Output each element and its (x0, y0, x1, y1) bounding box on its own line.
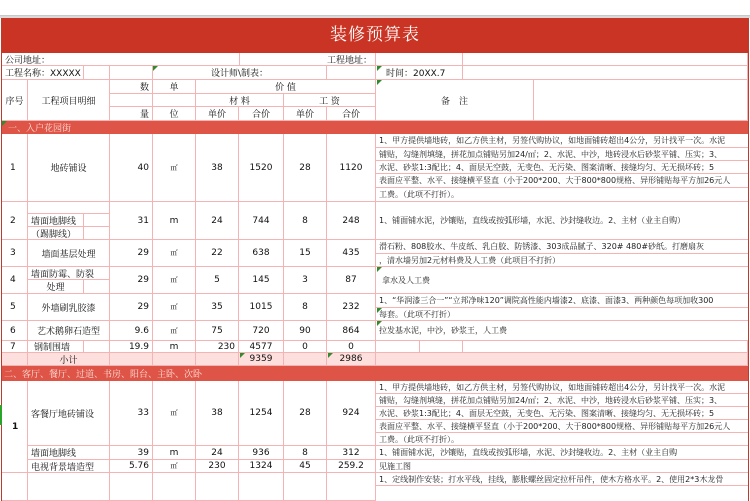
remark-line: 每套。（此项不打折） (376, 308, 748, 321)
row-mat-price[interactable] (196, 473, 239, 501)
blank-cell[interactable] (463, 341, 748, 353)
row-mat-total[interactable]: 1520 (239, 134, 284, 202)
row-lab-price[interactable]: 90 (284, 321, 327, 341)
section-header-2: 二、客厅、餐厅、过道、书房、阳台、主卧、次卧 (2, 366, 748, 381)
row-mat-price[interactable]: 5 (196, 267, 239, 294)
blank-cell[interactable] (84, 227, 110, 240)
header-mat-total: 合价 (239, 107, 284, 121)
row-mat-total[interactable]: 936 (239, 446, 284, 460)
blank-cell[interactable] (2, 473, 28, 501)
row-unit[interactable]: ㎡ (153, 240, 196, 267)
header-value: 价 值 (196, 80, 376, 94)
header-lab-total: 合价 (327, 107, 376, 121)
row-mat-price[interactable]: 38 (196, 381, 239, 446)
row-lab-price[interactable]: 3 (284, 267, 327, 294)
header-qty-top: 数 (110, 80, 153, 94)
remark-line: 表面应平整、水平、接缝横平竖直（小于200*200、大于800*800规格、异形铺贴每平方加26元人 (376, 420, 748, 433)
row-lab-total[interactable]: 864 (327, 321, 376, 341)
row-item[interactable]: 墙面地脚线 (28, 446, 110, 460)
row-lab-total[interactable]: 0 (327, 341, 376, 353)
blank-cell[interactable] (110, 66, 153, 80)
row-remarks[interactable] (376, 446, 748, 460)
row-lab-total[interactable]: 435 (327, 240, 376, 267)
remark-line: 1、甲方提供墙地砖，如乙方供主材，另签代购协议，如地面铺砖超出4公分，另计找平一次。水泥 (376, 381, 748, 394)
row-qty[interactable]: 39 (110, 446, 153, 460)
row-seq[interactable]: 2 (2, 202, 28, 240)
row-lab-price[interactable]: 8 (284, 294, 327, 321)
subtotal-lab-total[interactable]: 2986 (327, 353, 376, 366)
row-remarks[interactable] (376, 381, 748, 446)
blank-cell[interactable] (84, 214, 110, 227)
row-mat-price[interactable]: 35 (196, 294, 239, 321)
blank-cell[interactable] (463, 53, 748, 66)
row-lab-price[interactable]: 8 (284, 202, 327, 240)
remark-line: 水泥、砂浆1:3配比；4、面层无空鼓，无变色、无污染、图案清晰、接缝均匀、无无损坏砖；5 (376, 407, 748, 420)
row-lab-total[interactable] (327, 473, 376, 501)
row-mat-price[interactable]: 75 (196, 321, 239, 341)
remark-line: ，清水墙另加2元材料费及人工费（此项目不打折） (376, 254, 748, 267)
row-remarks[interactable] (376, 294, 748, 321)
header-qty-bottom: 量 (110, 107, 153, 121)
remark-line: 拿水及人工费 (376, 267, 748, 294)
blank-cell[interactable] (84, 280, 110, 294)
subtotal-label: 小计 (28, 353, 110, 366)
row-mat-total[interactable] (239, 473, 284, 501)
row-lab-total[interactable]: 248 (327, 202, 376, 240)
header-labor: 工 资 (284, 94, 376, 107)
header-unit-bottom: 位 (153, 107, 196, 121)
row-seq[interactable]: 6 (2, 321, 28, 341)
row-qty[interactable]: 19.9 (110, 341, 153, 353)
remark-line: 表面应平整、水平、接缝横平竖直（小于200*200、大于800*800规格、异形铺贴每平方加26元人 (376, 174, 748, 188)
row-lab-price[interactable]: 28 (284, 381, 327, 446)
remark-line: 铺贴，勾缝剂填缝，拼花加点铺贴另加24/㎡；2、水泥、中沙，地砖浸水后砂浆平铺、压实；3、 (376, 394, 748, 407)
row-lab-price[interactable]: 8 (284, 446, 327, 460)
remark-line: 工费。（此项不打折）。 (376, 433, 748, 446)
time-label[interactable]: 时间：20XX.7 (376, 66, 463, 80)
row-mat-price[interactable]: 38 (196, 134, 239, 202)
row-lab-total[interactable]: 312 (327, 446, 376, 460)
row-item[interactable]: 艺术鹅卵石造型 (28, 321, 110, 341)
blank-cell[interactable] (84, 341, 110, 353)
row-lab-price[interactable]: 0 (284, 341, 327, 353)
row-lab-total[interactable]: 1120 (327, 134, 376, 202)
header-mat-unit-price: 单价 (196, 107, 239, 121)
remark-line: 见施工图 (376, 460, 748, 473)
blank-cell[interactable] (327, 66, 376, 80)
blank-cell[interactable] (420, 341, 463, 353)
remark-line: 拉发基水泥，中沙，砂浆王，人工费 (376, 321, 748, 341)
row-qty[interactable]: 33 (110, 381, 153, 446)
designer-label[interactable]: 设计师\制表： (153, 66, 327, 80)
sheet-title: 装修预算表 (2, 18, 748, 53)
row-qty[interactable]: 29 (110, 267, 153, 294)
row-unit[interactable]: ㎡ (153, 267, 196, 294)
row-item[interactable]: 地砖铺设 (28, 134, 110, 202)
project-address-label[interactable]: 工程地址： (240, 53, 376, 66)
row-seq[interactable]: 5 (2, 294, 28, 321)
comment-indicator-icon (377, 308, 382, 313)
row-mat-price[interactable]: 230 (196, 460, 239, 473)
blank-cell (376, 353, 748, 366)
row-mat-price[interactable]: 230 (196, 341, 239, 353)
row-mat-total[interactable]: 638 (239, 240, 284, 267)
row-qty[interactable]: 5.76 (110, 460, 153, 473)
row-lab-total[interactable]: 232 (327, 294, 376, 321)
budget-sheet (1, 18, 749, 501)
header-seq: 序号 (2, 80, 28, 121)
row-remarks[interactable] (376, 202, 748, 240)
blank-cell (196, 353, 239, 366)
row-item[interactable]: 墙面防霉、防裂 (28, 267, 110, 280)
row-lab-price[interactable] (284, 473, 327, 501)
blank-cell[interactable] (376, 341, 420, 353)
blank-cell (153, 94, 196, 107)
comment-indicator-icon (2, 121, 7, 126)
row-qty[interactable]: 29 (110, 294, 153, 321)
row-unit[interactable]: ㎡ (153, 460, 196, 473)
row-item[interactable]: 电视背景墙造型 (28, 460, 110, 473)
section-header-1: 一、入户花园街 (2, 121, 748, 134)
row-seq[interactable]: 3 (2, 240, 28, 267)
row-remarks[interactable] (376, 134, 748, 202)
row-qty[interactable] (110, 473, 153, 501)
row-remarks[interactable] (376, 473, 748, 501)
row-qty[interactable]: 29 (110, 240, 153, 267)
comment-indicator-icon (377, 66, 382, 71)
row-unit[interactable]: ㎡ (153, 381, 196, 446)
row-lab-total[interactable]: 924 (327, 381, 376, 446)
row-unit[interactable]: m (153, 341, 196, 353)
remark-line: 1、“华润漆三合一”“立邦净味120”调院高性能内墙漆2、底漆、面漆3、两种颜色每项加收300 (376, 294, 748, 308)
remark-line: 水泥、砂浆1:3配比；4、面层无空鼓，无变色、无污染、图案清晰、接缝均匀、无无损坏砖；5 (376, 161, 748, 174)
row-mat-total[interactable]: 1015 (239, 294, 284, 321)
row-lab-total[interactable]: 87 (327, 267, 376, 294)
blank-cell[interactable] (463, 66, 748, 80)
row-remarks[interactable] (376, 460, 748, 473)
blank-cell (2, 353, 28, 366)
row-mat-price[interactable]: 24 (196, 202, 239, 240)
row-unit[interactable]: m (153, 446, 196, 460)
comment-indicator-icon (377, 321, 382, 326)
comment-indicator-icon (377, 267, 382, 272)
row-remarks[interactable] (376, 267, 748, 294)
subtotal-mat-total[interactable]: 9359 (239, 353, 284, 366)
row-mat-total[interactable]: 720 (239, 321, 284, 341)
header-lab-unit-price: 单价 (284, 107, 327, 121)
selection-marker (0, 405, 2, 425)
blank-cell (153, 353, 196, 366)
row-mat-total[interactable]: 1324 (239, 460, 284, 473)
comment-indicator-icon (328, 353, 333, 358)
remark-line: 滑石粉、808胶水、牛皮纸、乳白胶、防锈漆、303成品腻子、320# 480#砂纸。打磨扇灰 (376, 240, 748, 254)
row-unit[interactable]: m (153, 202, 196, 240)
comment-indicator-icon (153, 66, 158, 71)
remark-line: 1、定线制作安装；打水平线，挂线，膨胀螺丝固定拉杆吊件，使木方格水平。2、使用2*3木龙骨 (376, 473, 748, 486)
row-item[interactable]: 墙面基层处理 (28, 240, 110, 267)
remark-line: 1、甲方提供墙地砖，如乙方供主材，另签代购协议，如地面铺砖超出4公分，另计找平一次。水泥 (376, 134, 748, 148)
blank-cell (110, 353, 153, 366)
row-item-cont[interactable]: （踢脚线） (28, 227, 84, 240)
comment-indicator-icon (240, 353, 245, 358)
row-qty[interactable]: 9.6 (110, 321, 153, 341)
header-unit-top: 单 (153, 80, 196, 94)
row-seq[interactable]: 1 (2, 381, 28, 473)
row-mat-price[interactable]: 22 (196, 240, 239, 267)
remark-line: 1、铺面铺水泥，沙镶贴，直线或按弧形墙，水泥、沙封缝收边。2、主材（业主自购 (376, 446, 748, 460)
row-item[interactable]: 外墙刷乳胶漆 (28, 294, 110, 321)
project-address-value[interactable] (376, 53, 463, 66)
row-qty[interactable]: 40 (110, 134, 153, 202)
header-remarks: 备 注 (376, 80, 534, 121)
row-mat-price[interactable]: 24 (196, 446, 239, 460)
header-item: 工程项目明细 (28, 80, 110, 121)
header-material: 材 料 (196, 94, 284, 107)
row-unit[interactable]: ㎡ (153, 321, 196, 341)
company-address-label[interactable]: 公司地址： (2, 53, 240, 66)
remark-line: 铺贴，勾缝剂填缝，拼花加点铺贴另加24/㎡；2、水泥、中沙，地砖浸水后砂浆平铺、压实；3、 (376, 148, 748, 161)
row-item[interactable]: 钢制围墙 (28, 341, 84, 353)
row-remarks[interactable] (376, 321, 748, 341)
blank-cell[interactable] (84, 66, 110, 80)
row-mat-total[interactable]: 744 (239, 202, 284, 240)
row-item[interactable]: 客餐厅地砖铺设 (28, 381, 110, 446)
row-lab-total[interactable]: 259.2 (327, 460, 376, 473)
project-name-label[interactable]: 工程名称：XXXXX (2, 66, 84, 80)
comment-indicator-icon (377, 80, 382, 85)
row-unit[interactable]: ㎡ (153, 134, 196, 202)
blank-cell (534, 80, 748, 121)
row-qty[interactable]: 31 (110, 202, 153, 240)
row-lab-price[interactable]: 45 (284, 460, 327, 473)
row-mat-total[interactable]: 1254 (239, 381, 284, 446)
row-item[interactable]: 墙面地脚线 (28, 214, 84, 227)
row-seq[interactable]: 7 (2, 341, 28, 353)
remark-line: 1、铺面铺水泥，沙镶贴，直线或按弧形墙，水泥、沙封缝收边。2、主材（业主自购） (376, 202, 748, 240)
remark-line: 工费。（此项不打折）。 (376, 188, 748, 202)
blank-cell[interactable] (28, 202, 110, 214)
row-mat-total[interactable]: 145 (239, 267, 284, 294)
row-remarks[interactable] (376, 240, 748, 267)
row-item-cont[interactable]: 处理 (28, 280, 84, 294)
row-lab-price[interactable]: 15 (284, 240, 327, 267)
row-unit[interactable] (153, 473, 196, 501)
blank-cell (110, 94, 153, 107)
row-mat-total[interactable]: 4577 (239, 341, 284, 353)
blank-cell (284, 353, 327, 366)
row-seq[interactable]: 1 (2, 134, 28, 202)
row-item[interactable] (28, 473, 110, 501)
row-unit[interactable]: ㎡ (153, 294, 196, 321)
row-seq[interactable]: 4 (2, 267, 28, 294)
row-lab-price[interactable]: 28 (284, 134, 327, 202)
